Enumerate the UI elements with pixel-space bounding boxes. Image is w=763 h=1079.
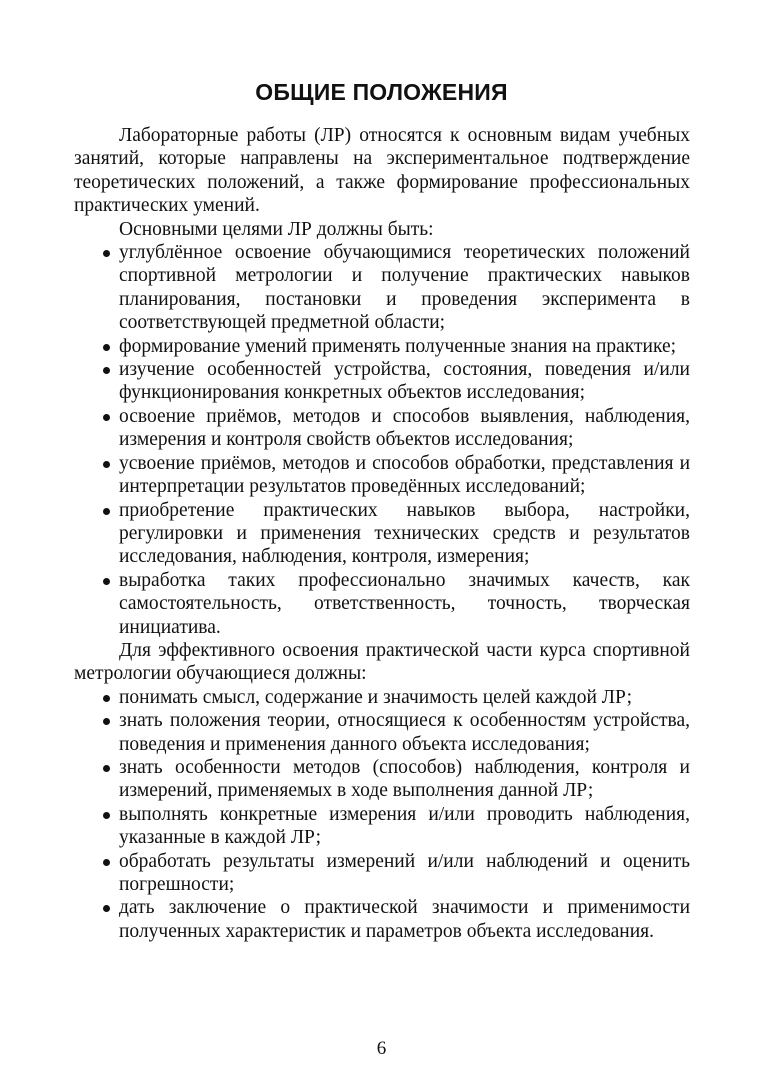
bullet-icon [103,344,110,351]
requirement-item [74,709,690,756]
goal-text: формирование умений применять полученные знания на практике; [119,335,677,357]
goal-item [74,335,690,358]
requirement-item [74,896,690,943]
goal-item [74,569,690,639]
bullet-icon [103,578,110,585]
page-number: 6 [376,1038,387,1059]
bullet-icon [103,695,110,702]
body-text [74,124,690,943]
bullet-icon [103,905,110,912]
requirements-list [74,686,690,943]
requirement-text: обработать результаты измерений и/или наблюдений и оценить погрешности; [119,850,690,895]
intro-paragraph: Лабораторные работы (ЛР) относятся к основным видам учебных занятий, которые направлены на экспериментальное подтверждение теоретических положений, а также формирование профессиональных практических умений. [74,125,690,217]
bullet-icon [103,812,110,819]
goal-item [74,452,690,499]
requirement-text: знать положения теории, относящиеся к особенностям устройства, поведения и применения данного объекта исследования; [119,710,690,755]
goal-text: освоение приёмов, методов и способов выявления, наблюдения, измерения и контроля свойств объектов исследования; [119,405,690,451]
requirement-item [74,850,690,897]
requirements-heading: Для эффективного освоения практической части курса спортивной метрологии обучающиеся должны: [74,639,690,685]
goal-text: усвоение приёмов, методов и способов обработки, представления и интерпретации результатов проведённых исследований; [119,452,690,498]
bullet-icon [103,250,110,257]
bullet-icon [103,367,110,374]
bullet-icon [103,718,110,725]
page-title: ОБЩИЕ ПОЛОЖЕНИЯ [255,79,508,105]
requirement-item [74,803,690,850]
goals-heading: Основными целями ЛР должны быть: [119,218,434,240]
bullet-icon [103,765,110,772]
requirement-item [74,756,690,803]
goal-text: изучение особенностей устройства, состояния, поведения и/или функционирования конкретных объектов исследования; [119,359,690,404]
bullet-icon [103,414,110,421]
goals-list [74,241,690,639]
goal-text: выработка таких профессионально значимых качеств, как самостоятельность, ответственность, точность, творческая инициатива. [119,569,690,638]
goal-item [74,241,690,335]
requirement-text: понимать смысл, содержание и значимость целей каждой ЛР; [119,686,633,708]
bullet-icon [103,461,110,468]
goal-text: углублённое освоение обучающимися теоретических положений спортивной метрологии и получение практических навыков планирования, постановки и проведения эксперимента в соответствующей предметной области; [119,242,690,334]
goal-item [74,358,690,405]
requirement-text: дать заключение о практической значимости и применимости полученных характеристик и параметров объекта исследования. [119,897,690,942]
goal-item [74,405,690,452]
bullet-icon [103,859,110,866]
requirement-item [74,686,690,709]
requirement-text: выполнять конкретные измерения и/или проводить наблюдения, указанные в каждой ЛР; [119,803,690,849]
requirement-text: знать особенности методов (способов) наблюдения, контроля и измерений, применяемых в ходе выполнения данной ЛР; [119,756,690,802]
goal-item [74,499,690,569]
bullet-icon [103,508,110,515]
goal-text: приобретение практических навыков выбора, настройки, регулировки и применения технических средств и результатов исследования, наблюдения, контроля, измерения; [119,499,690,568]
